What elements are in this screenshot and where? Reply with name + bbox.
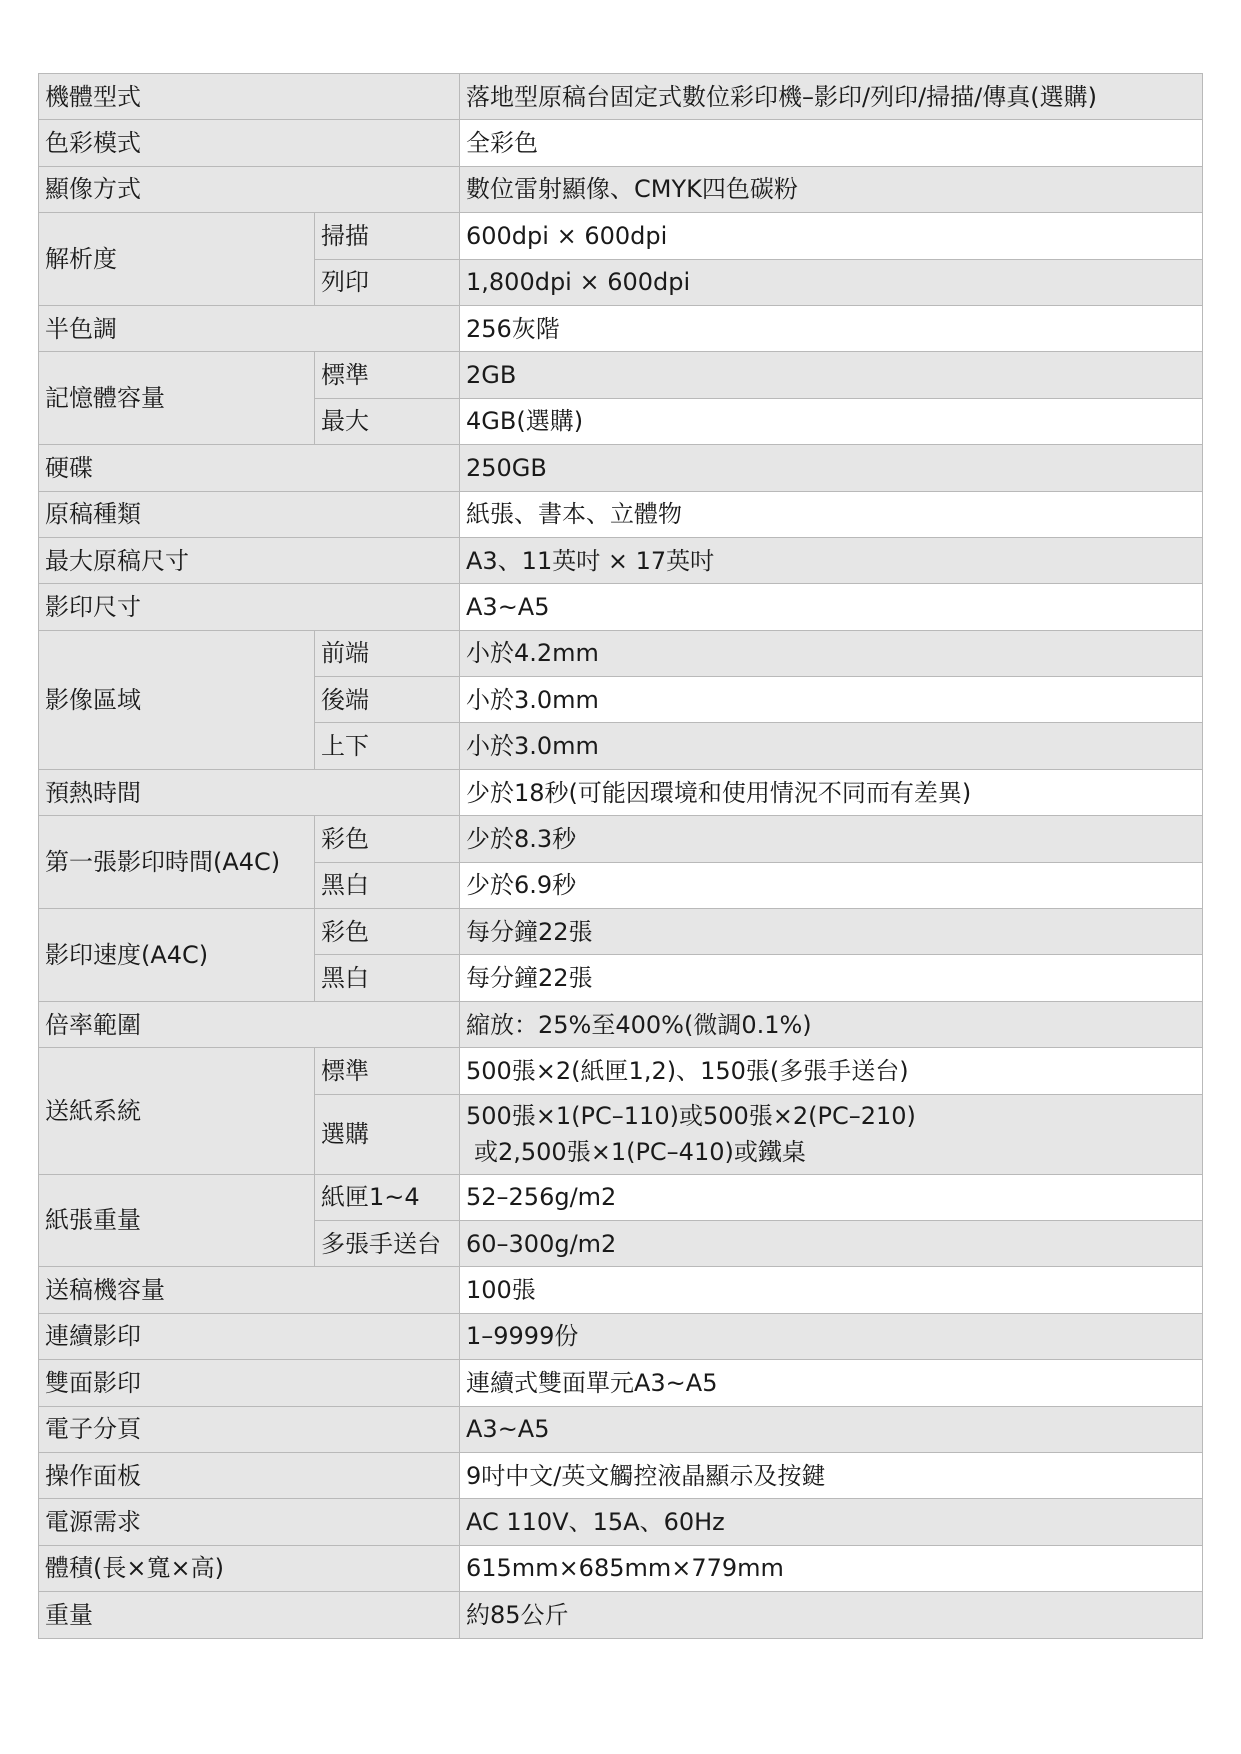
spec-value: 250GB xyxy=(460,445,1203,491)
spec-value-line: 1,800dpi × 600dpi xyxy=(466,268,691,297)
spec-value: A3~A5 xyxy=(460,584,1203,630)
spec-value: 少於18秒(可能因環境和使用情況不同而有差異) xyxy=(460,769,1203,815)
spec-table xyxy=(38,73,1203,1639)
spec-value: 256灰階 xyxy=(460,305,1203,351)
spec-row xyxy=(39,1174,1203,1220)
spec-value-line: 少於6.9秒 xyxy=(466,871,577,900)
spec-value xyxy=(460,398,1203,444)
spec-value xyxy=(460,1220,1203,1266)
spec-value: 100張 xyxy=(460,1267,1203,1313)
spec-value-line: 少於8.3秒 xyxy=(466,824,577,853)
spec-value-line: 小於3.0mm xyxy=(466,732,599,761)
spec-row xyxy=(39,213,1203,259)
spec-value xyxy=(460,723,1203,769)
spec-row xyxy=(39,769,1203,815)
spec-label: 電源需求 xyxy=(39,1499,460,1545)
spec-value-line: 或2,500張×1(PC–410)或鐵桌 xyxy=(474,1138,806,1167)
spec-sublabel: 黑白 xyxy=(315,955,460,1001)
spec-sublabel: 列印 xyxy=(315,259,460,305)
spec-sublabel: 掃描 xyxy=(315,213,460,259)
spec-row xyxy=(39,445,1203,491)
spec-sublabel: 最大 xyxy=(315,398,460,444)
spec-sublabel: 黑白 xyxy=(315,862,460,908)
spec-row xyxy=(39,305,1203,351)
spec-label: 操作面板 xyxy=(39,1452,460,1498)
spec-value-line: 60–300g/m2 xyxy=(466,1229,617,1258)
spec-sublabel: 彩色 xyxy=(315,909,460,955)
spec-value xyxy=(460,1048,1203,1094)
spec-row xyxy=(39,909,1203,955)
spec-row xyxy=(39,1267,1203,1313)
spec-value xyxy=(460,955,1203,1001)
spec-sublabel: 前端 xyxy=(315,630,460,676)
spec-label: 色彩模式 xyxy=(39,120,460,166)
spec-value-line: 2GB xyxy=(466,361,517,390)
spec-label: 雙面影印 xyxy=(39,1360,460,1406)
spec-row xyxy=(39,352,1203,398)
spec-row xyxy=(39,1048,1203,1094)
spec-row xyxy=(39,1001,1203,1047)
spec-value xyxy=(460,259,1203,305)
spec-row xyxy=(39,166,1203,212)
spec-label: 體積(長×寬×高) xyxy=(39,1545,460,1591)
spec-value: 紙張、書本、立體物 xyxy=(460,491,1203,537)
spec-label: 原稿種類 xyxy=(39,491,460,537)
spec-sublabel: 標準 xyxy=(315,352,460,398)
spec-row xyxy=(39,1406,1203,1452)
spec-value-line: 500張×1(PC–110)或500張×2(PC–210) xyxy=(466,1102,916,1131)
spec-value-line: 小於3.0mm xyxy=(466,685,599,714)
spec-value-line: 小於4.2mm xyxy=(466,639,599,668)
spec-value xyxy=(460,630,1203,676)
spec-value xyxy=(460,677,1203,723)
spec-value: A3、11英吋 × 17英吋 xyxy=(460,537,1203,583)
spec-row xyxy=(39,1313,1203,1359)
spec-row xyxy=(39,816,1203,862)
spec-row xyxy=(39,1499,1203,1545)
spec-row xyxy=(39,537,1203,583)
spec-value: 全彩色 xyxy=(460,120,1203,166)
spec-value: 縮放：25%至400%(微調0.1%) xyxy=(460,1001,1203,1047)
spec-row xyxy=(39,1592,1203,1638)
spec-value xyxy=(460,816,1203,862)
spec-label: 送稿機容量 xyxy=(39,1267,460,1313)
spec-value xyxy=(460,909,1203,955)
spec-value: 連續式雙面單元A3~A5 xyxy=(460,1360,1203,1406)
spec-label: 半色調 xyxy=(39,305,460,351)
spec-sublabel: 多張手送台 xyxy=(315,1220,460,1266)
spec-sublabel: 上下 xyxy=(315,723,460,769)
spec-value xyxy=(460,1094,1203,1174)
spec-value: 9吋中文/英文觸控液晶顯示及按鍵 xyxy=(460,1452,1203,1498)
spec-label: 解析度 xyxy=(39,213,315,306)
spec-value-line: 52–256g/m2 xyxy=(466,1183,617,1212)
spec-value: 落地型原稿台固定式數位彩印機–影印/列印/掃描/傳真(選購) xyxy=(460,74,1203,120)
spec-sublabel: 紙匣1~4 xyxy=(315,1174,460,1220)
spec-row xyxy=(39,491,1203,537)
spec-row xyxy=(39,630,1203,676)
spec-row xyxy=(39,74,1203,120)
spec-value: 約85公斤 xyxy=(460,1592,1203,1638)
spec-value-line: 500張×2(紙匣1,2)、150張(多張手送台) xyxy=(466,1056,909,1085)
spec-value-line: 4GB(選購) xyxy=(466,407,584,436)
spec-sublabel: 選購 xyxy=(315,1094,460,1174)
spec-label: 紙張重量 xyxy=(39,1174,315,1267)
spec-sublabel: 標準 xyxy=(315,1048,460,1094)
spec-label: 顯像方式 xyxy=(39,166,460,212)
spec-label: 送紙系統 xyxy=(39,1048,315,1174)
spec-row xyxy=(39,584,1203,630)
spec-label: 電子分頁 xyxy=(39,1406,460,1452)
spec-label: 倍率範圍 xyxy=(39,1001,460,1047)
spec-label: 第一張影印時間(A4C) xyxy=(39,816,315,909)
spec-label: 機體型式 xyxy=(39,74,460,120)
spec-value: 1–9999份 xyxy=(460,1313,1203,1359)
spec-value xyxy=(460,1174,1203,1220)
spec-sublabel: 後端 xyxy=(315,677,460,723)
spec-value xyxy=(460,862,1203,908)
spec-value xyxy=(460,213,1203,259)
spec-value: 615mm×685mm×779mm xyxy=(460,1545,1203,1591)
spec-value xyxy=(460,352,1203,398)
spec-value: AC 110V、15A、60Hz xyxy=(460,1499,1203,1545)
spec-value-line: 每分鐘22張 xyxy=(466,964,593,993)
spec-value-line: 每分鐘22張 xyxy=(466,917,593,946)
spec-label: 重量 xyxy=(39,1592,460,1638)
spec-row xyxy=(39,1452,1203,1498)
spec-row xyxy=(39,120,1203,166)
spec-label: 預熱時間 xyxy=(39,769,460,815)
spec-row xyxy=(39,1545,1203,1591)
spec-table-body xyxy=(39,74,1203,1639)
spec-row xyxy=(39,1360,1203,1406)
spec-label: 影印尺寸 xyxy=(39,584,460,630)
spec-label: 最大原稿尺寸 xyxy=(39,537,460,583)
spec-value: A3~A5 xyxy=(460,1406,1203,1452)
spec-sublabel: 彩色 xyxy=(315,816,460,862)
spec-label: 記憶體容量 xyxy=(39,352,315,445)
spec-label: 硬碟 xyxy=(39,445,460,491)
spec-value-line: 600dpi × 600dpi xyxy=(466,221,668,250)
spec-value: 數位雷射顯像、CMYK四色碳粉 xyxy=(460,166,1203,212)
spec-label: 影像區域 xyxy=(39,630,315,769)
spec-label: 連續影印 xyxy=(39,1313,460,1359)
spec-label: 影印速度(A4C) xyxy=(39,909,315,1002)
